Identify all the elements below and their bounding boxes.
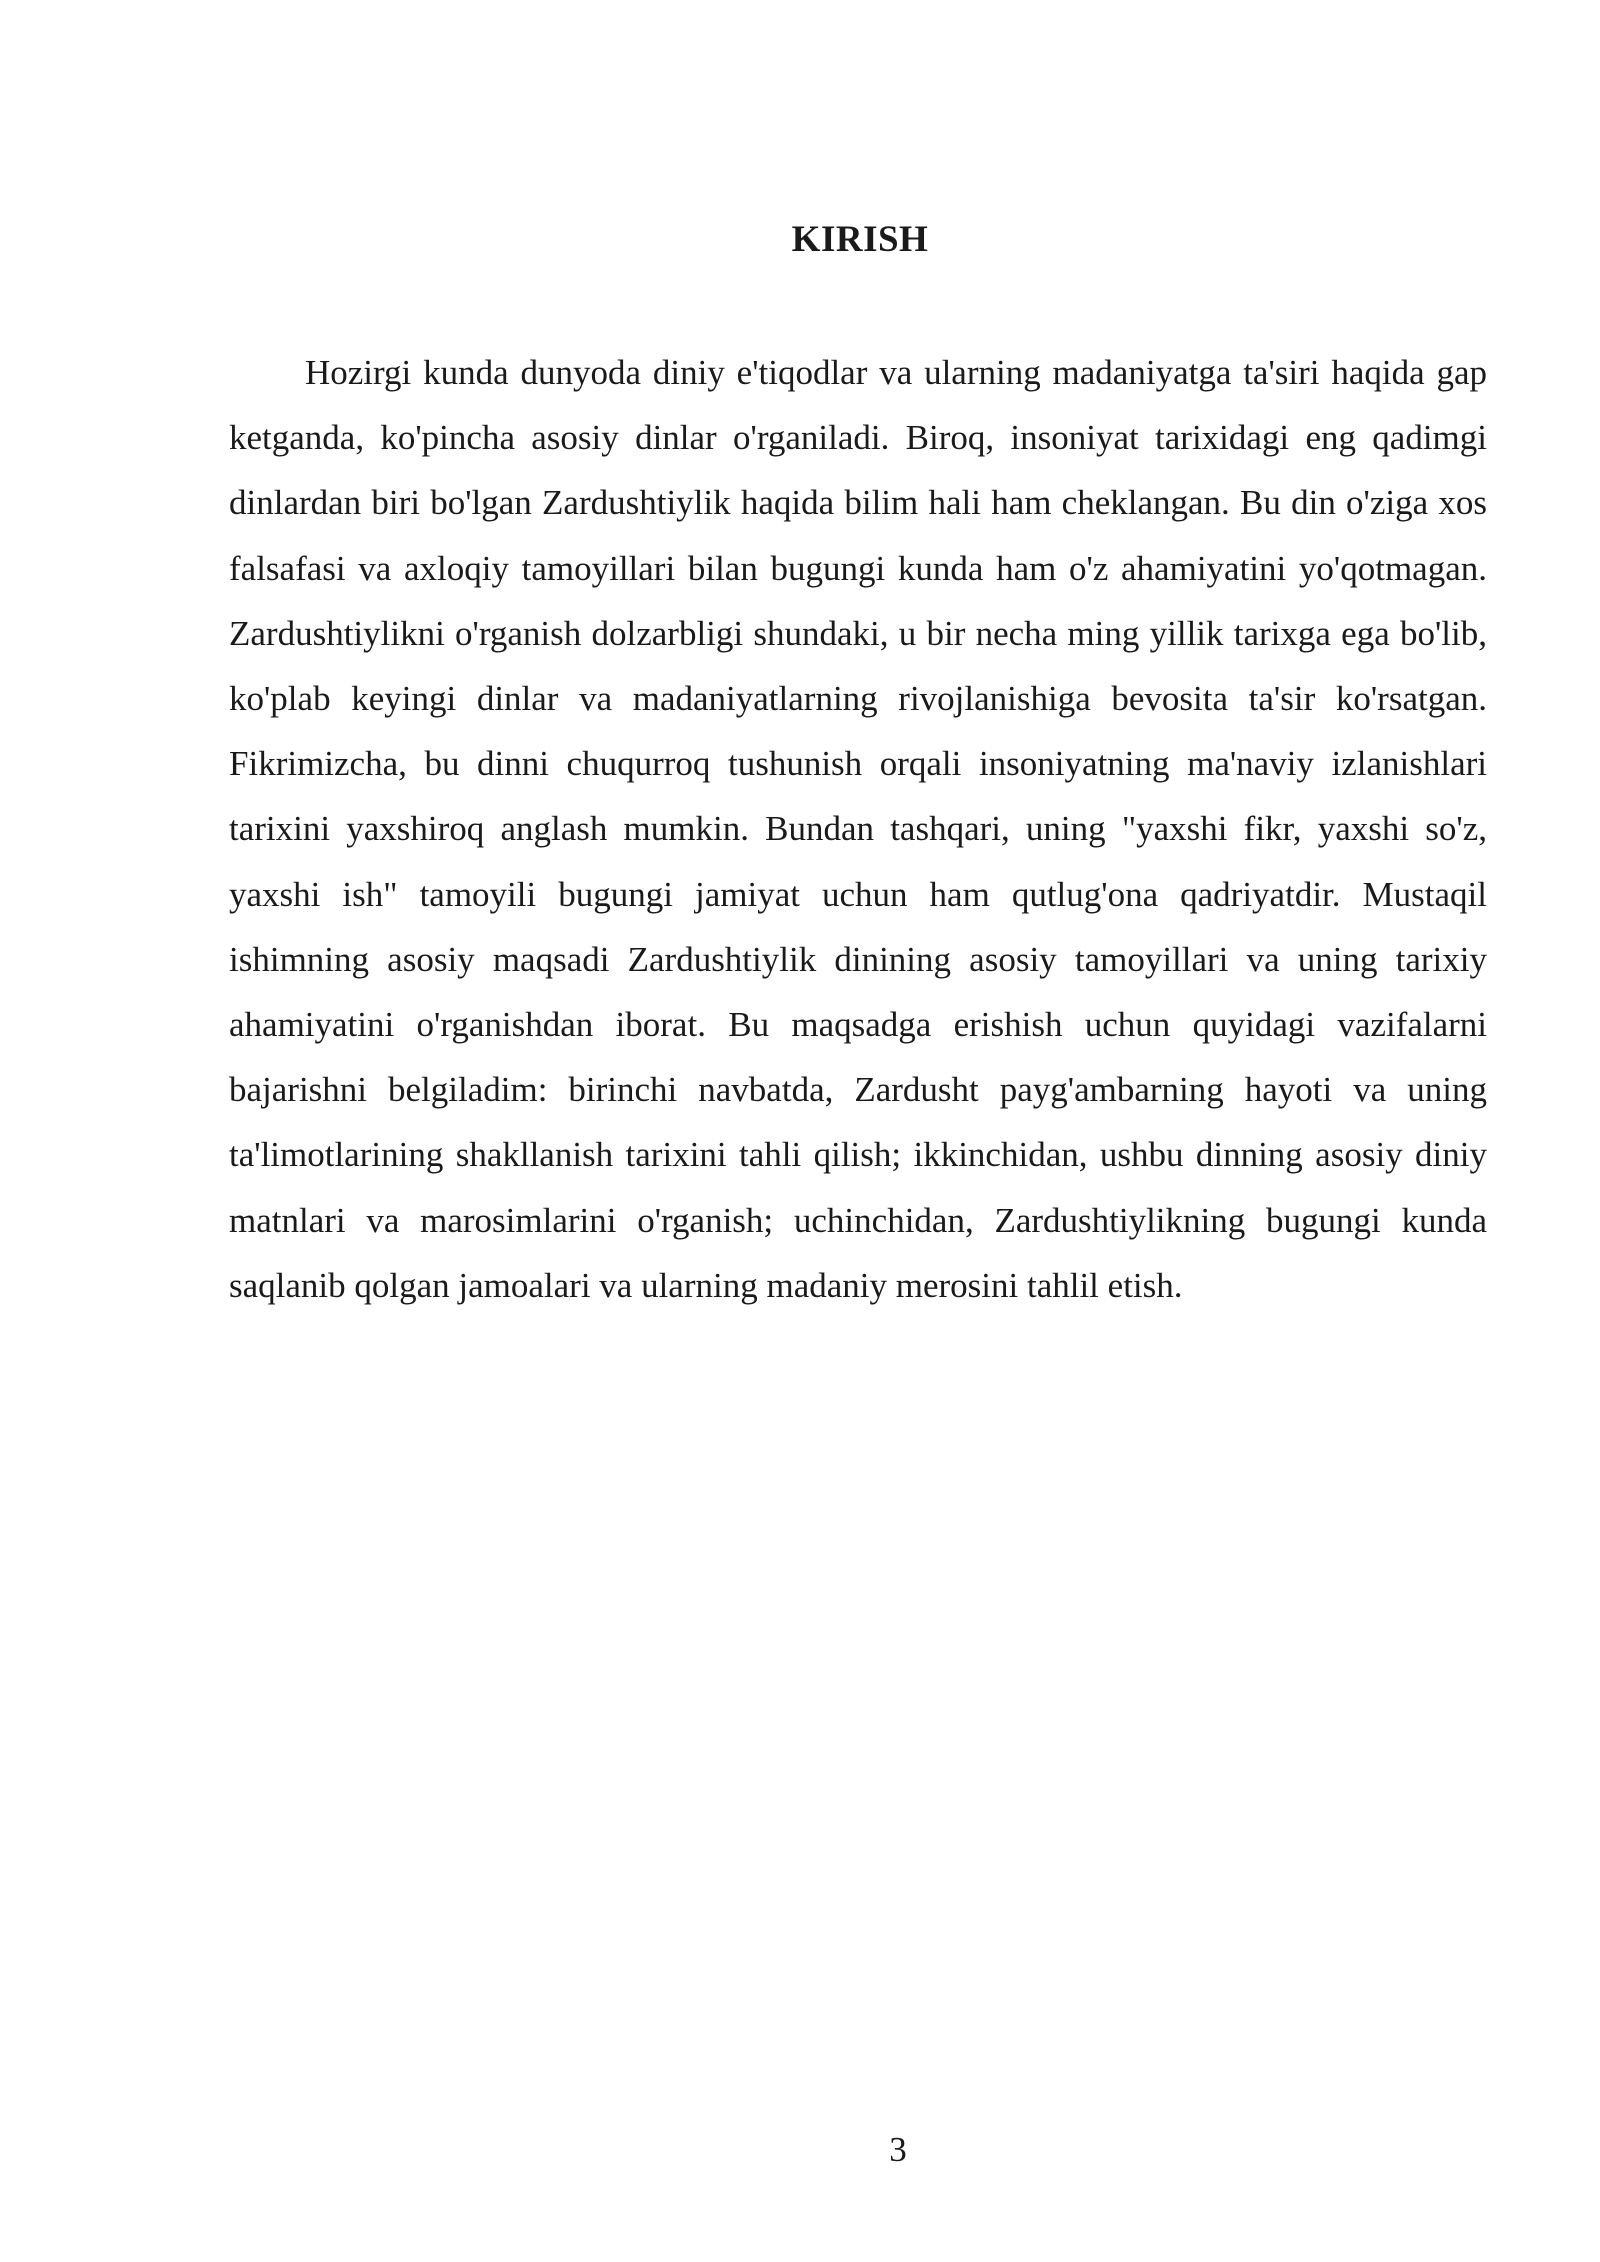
section-heading: KIRISH: [791, 219, 929, 260]
body-paragraph: Hozirgi kunda dunyoda diniy e'tiqodlar va ularning madaniyatga ta'siri haqida gap ketganda, ko'pincha asosiy dinlar o'rganiladi. Biroq, insoniyat tarixidagi eng qadimgi dinlardan biri bo'lgan Zardushtiylik haqida bilim hali ham cheklangan. Bu din o'ziga xos falsafasi va axloqiy tamoyillari bilan bugungi kunda ham o'z ahamiyatini yo'qotmagan. Zardushtiylikni o'rganish dolzarbligi shundaki, u bir necha ming yillik tarixga ega bo'lib, ko'plab keyingi dinlar va madaniyatlarning rivojlanishiga bevosita ta'sir ko'rsatgan. Fikrimizcha, bu dinni chuqurroq tushunish orqali insoniyatning ma'naviy izlanishlari tarixini yaxshiroq anglash mumkin. Bundan tashqari, uning "yaxshi fikr, yaxshi so'z, yaxshi ish" tamoyili bugungi jamiyat uchun ham qutlug'ona qadriyatdir. Mustaqil ishimning asosiy maqsadi Zardushtiylik dinining asosiy tamoyillari va uning tarixiy ahamiyatini o'rganishdan iborat. Bu maqsadga erishish uchun quyidagi vazifalarni bajarishni belgiladim: birinchi navbatda, Zardusht payg'ambarning hayoti va uning ta'limotlarining shakllanish tarixini tahli qilish; ikkinchidan, ushbu dinning asosiy diniy matnlari va marosimlarini o'rganish; uchinchidan, Zardushtiylikning bugungi kunda saqlanib qolgan jamoalari va ularning madaniy merosini tahlil etish.: [229, 353, 1487, 1305]
page-number: 3: [889, 2130, 907, 2169]
